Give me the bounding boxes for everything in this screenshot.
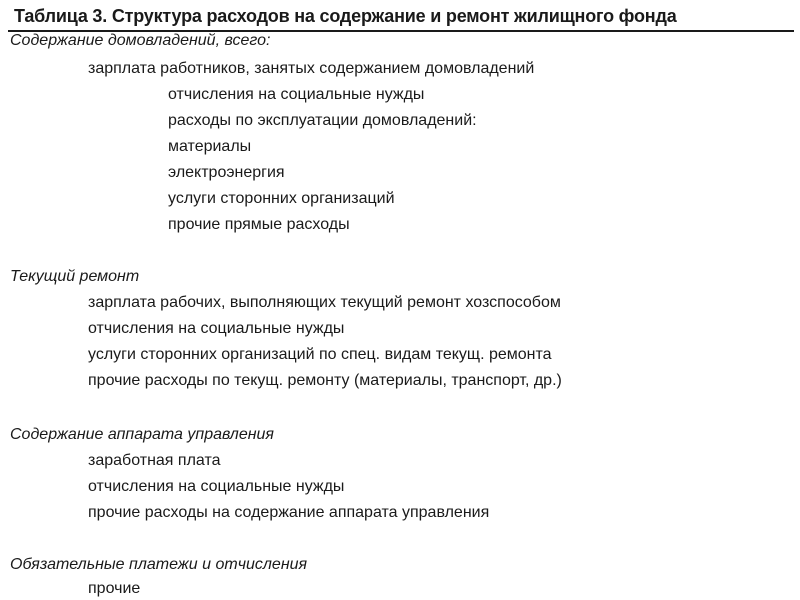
- list-item: прочие: [88, 580, 141, 597]
- list-item: услуги сторонних организаций по спец. видам текущ. ремонта: [88, 346, 552, 363]
- list-item: отчисления на социальные нужды: [168, 86, 425, 103]
- section-heading: Содержание домовладений, всего:: [10, 32, 271, 49]
- list-item: прочие прямые расходы: [168, 216, 350, 233]
- list-item: зарплата рабочих, выполняющих текущий ремонт хозспособом: [88, 294, 561, 311]
- list-item: услуги сторонних организаций: [168, 190, 395, 207]
- list-item: отчисления на социальные нужды: [88, 320, 345, 337]
- section-heading: Обязательные платежи и отчисления: [10, 556, 308, 573]
- list-item: материалы: [168, 138, 252, 155]
- table-title: Таблица 3. Структура расходов на содержание и ремонт жилищного фонда: [14, 6, 677, 26]
- list-item: прочие расходы по текущ. ремонту (материалы, транспорт, др.): [88, 372, 562, 389]
- list-item: отчисления на социальные нужды: [88, 478, 345, 495]
- list-item: заработная плата: [88, 452, 221, 469]
- section-heading: Содержание аппарата управления: [10, 426, 274, 443]
- list-item: расходы по эксплуатации домовладений:: [168, 112, 477, 129]
- section-heading: Текущий ремонт: [10, 268, 140, 285]
- list-item: прочие расходы на содержание аппарата управления: [88, 504, 490, 521]
- list-item: зарплата работников, занятых содержанием домовладений: [88, 60, 535, 77]
- list-item: электроэнергия: [168, 164, 285, 181]
